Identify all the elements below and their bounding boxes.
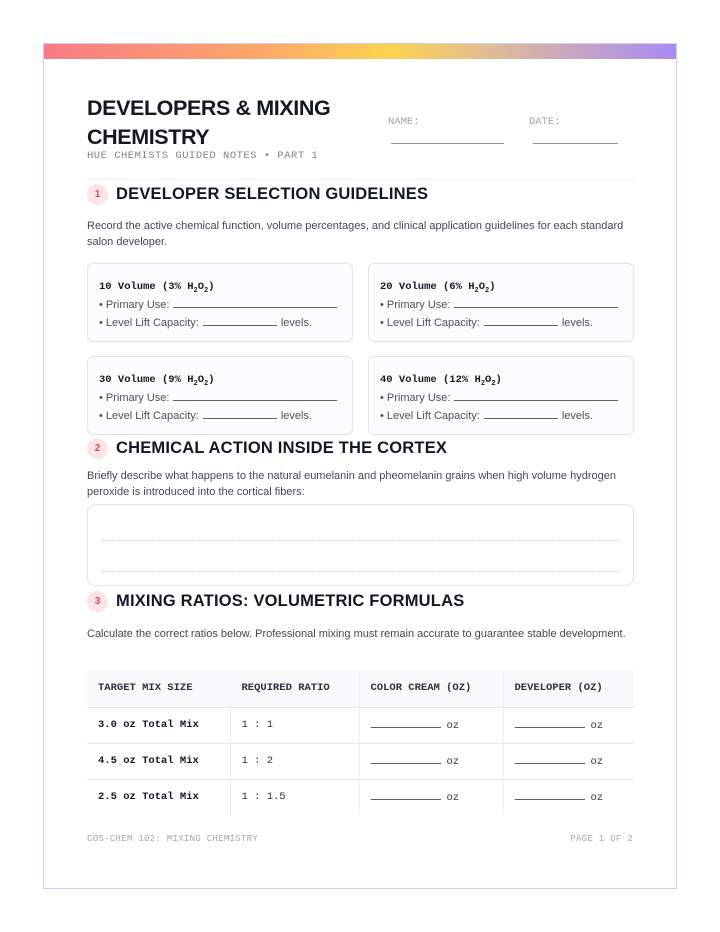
card-title: 40 Volume (12% $H_2O_2$) [380,374,502,389]
table-header-row [87,670,634,707]
primary-use-field[interactable] [454,299,618,308]
table-row [87,707,634,743]
card-title: 30 Volume (9% $H_2O_2$) [99,374,215,389]
page-title: DEVELOPERS & MIXING CHEMISTRY [87,96,331,149]
primary-use-line: • Primary Use: [99,299,337,311]
ratio-cell: 1 : 2 [230,743,359,779]
primary-use-line: • Primary Use: [380,299,618,311]
table-row [87,743,634,779]
section-2-heading [87,438,447,459]
answer-line [102,571,620,572]
mixing-ratio-table [87,670,634,815]
answer-line [102,540,620,541]
lift-capacity-field[interactable] [203,410,277,419]
lift-capacity-field[interactable] [484,317,558,326]
lift-capacity-line: • Level Lift Capacity: levels. [380,317,594,329]
developer-cell: oz [503,779,634,815]
developer-card-40-volume [368,356,634,435]
header-gradient-bar [44,44,676,59]
target-mix-cell: 2.5 oz Total Mix [98,791,199,804]
section-1-instructions: Record the active chemical function, volume percentages, and clinical application guidelines for each standard salon developer. [87,220,624,248]
header-divider [87,179,634,180]
section-number-badge: 2 [87,438,108,459]
date-label: DATE: [529,116,561,128]
primary-use-field[interactable] [454,392,618,401]
primary-use-line: • Primary Use: [99,392,337,404]
color-cream-cell: oz [359,779,503,815]
section-3-instructions: Calculate the correct ratios below. Professional mixing must remain accurate to guarantee stable development. [87,628,626,640]
lift-capacity-line: • Level Lift Capacity: levels. [99,317,313,329]
section-3-heading [87,591,464,612]
footer-course-code: COS-CHEM 102: MIXING CHEMISTRY [87,834,259,844]
column-header: REQUIRED RATIO [230,670,359,707]
section-title: CHEMICAL ACTION INSIDE THE CORTEX [116,439,448,457]
section-1-heading [87,184,428,205]
developer-card-10-volume [87,263,353,342]
color-cream-field[interactable] [371,719,441,728]
footer-page-number: PAGE 1 OF 2 [570,834,633,844]
ratio-cell: 1 : 1 [230,707,359,743]
lift-capacity-line: • Level Lift Capacity: levels. [380,410,594,422]
developer-card-20-volume [368,263,634,342]
developer-card-30-volume [87,356,353,435]
section-number-badge: 3 [87,591,108,612]
ratio-cell: 1 : 1.5 [230,779,359,815]
card-title: 20 Volume (6% $H_2O_2$) [380,281,496,296]
name-field[interactable] [391,143,504,144]
written-answer-box[interactable] [87,504,634,586]
lift-capacity-field[interactable] [203,317,277,326]
column-header: TARGET MIX SIZE [87,670,230,707]
card-title: 10 Volume (3% $H_2O_2$) [99,281,215,296]
target-mix-cell: 3.0 oz Total Mix [87,707,230,743]
column-header: DEVELOPER (OZ) [503,670,634,707]
section-2-instructions: Briefly describe what happens to the natural eumelanin and pheomelanin grains when high volume hydrogen peroxide is introduced into the cortical fibers: [87,470,616,498]
primary-use-line: • Primary Use: [380,392,618,404]
section-title: DEVELOPER SELECTION GUIDELINES [116,185,429,203]
primary-use-field[interactable] [173,299,337,308]
developer-cell: oz [503,743,634,779]
developer-field[interactable] [515,719,585,728]
column-header: COLOR CREAM (OZ) [359,670,503,707]
color-cream-field[interactable] [371,791,441,800]
developer-field[interactable] [515,791,585,800]
developer-cell: oz [503,707,634,743]
color-cream-cell: oz [359,707,503,743]
worksheet-page [43,43,677,889]
color-cream-cell: oz [359,743,503,779]
name-label: NAME: [388,116,420,128]
lift-capacity-line: • Level Lift Capacity: levels. [99,410,313,422]
color-cream-field[interactable] [371,755,441,764]
developer-field[interactable] [515,755,585,764]
date-field[interactable] [533,143,618,144]
lift-capacity-field[interactable] [484,410,558,419]
table-row [87,779,634,815]
target-mix-cell: 4.5 oz Total Mix [87,743,230,779]
section-title: MIXING RATIOS: VOLUMETRIC FORMULAS [116,592,465,610]
section-number-badge: 1 [87,184,108,205]
page-subtitle: HUE CHEMISTS GUIDED NOTES • PART 1 [87,150,319,162]
primary-use-field[interactable] [173,392,337,401]
